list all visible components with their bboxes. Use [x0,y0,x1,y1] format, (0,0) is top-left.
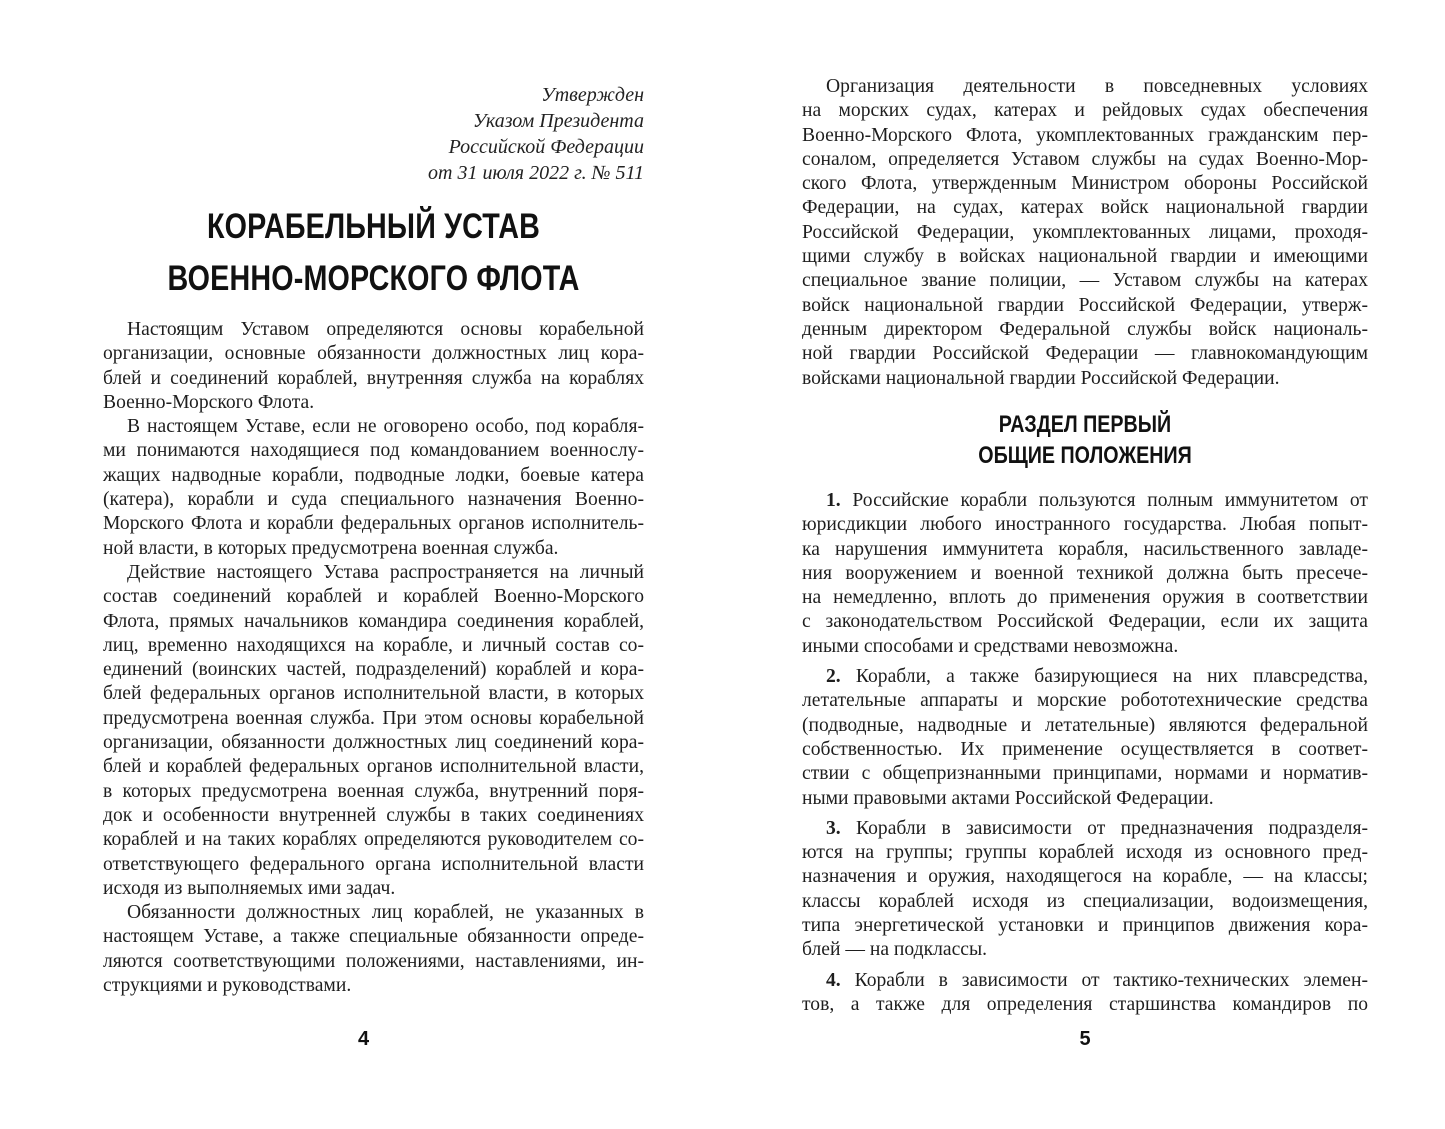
text-line: на морских судах, катерах и рейдовых судах обеспечения [802,100,1368,122]
text-line: ной власти, в которых предусмотрена военная служба. [103,537,559,559]
text-line: Действие настоящего Устава распространяется на личный [127,561,644,583]
text-line: специальное звание полиции, — Уставом службы на катерах [802,270,1368,292]
approval-line: Утвержден [541,84,644,106]
text-line: назначения и оружия, находящегося на корабле, — на классы; [802,866,1368,888]
article-3 [802,817,1368,963]
approval-stamp [428,82,644,186]
article-text: Корабли, а также базирующиеся на них плавсредства, [855,666,1368,688]
text-line: единений (воинских частей, подразделений) кораблей и кора- [103,659,644,681]
text-line: Организация деятельности в повседневных условиях [826,76,1368,97]
text-line: блей — на подклассы. [802,939,988,961]
article-number: 4. [826,969,841,991]
text-line: классы кораблей исходя из специализации, водоизмещения, [802,890,1368,912]
text-line: предусмотрена военная служба. При этом основы корабельной [103,707,644,729]
text-line: (подводные, надводные и летательные) являются федеральной [802,714,1368,736]
text-line: Российской Федерации, укомплектованных лицами, проходя- [802,221,1368,243]
paragraph [103,901,644,998]
text-line: на немедленно, вплоть до применения оружия в соответствии [802,587,1368,609]
text-line: блей и соединений кораблей, внутренняя служба на кораблях [103,367,644,389]
text-line: Морского Флота и корабли федеральных органов исполнитель- [103,513,644,535]
text-line: ствии с общепризнанными принципами, нормами и норматив- [802,763,1368,785]
text-line: тов, а также для определения старшинства командиров по [802,993,1368,1015]
document-title [152,201,596,305]
text-line: док и особенности внутренней службы в таких соединениях [103,804,644,826]
text-line: организации, обязанности должностных лиц соединений кора- [103,732,644,754]
text-line: организации, основные обязанности должностных лиц кора- [103,343,644,365]
text-line: лиц, временно находящихся на корабле, и личный состав со- [103,634,644,656]
text-line: юрисдикции любого иностранного государства. Любая попыт- [802,514,1368,536]
text-line: Обязанности должностных лиц кораблей, не указанных в [127,902,644,924]
right-page [802,0,1368,1129]
article-text: Корабли в зависимости от тактико-технических элемен- [854,969,1368,991]
text-line: жащих надводные корабли, подводные лодки, боевые катера [103,464,644,486]
section-title: ОБЩИЕ ПОЛОЖЕНИЯ [978,442,1192,469]
text-line: ского Флота, утвержденным Министром обороны Российской [802,173,1368,195]
text-line: в которых предусмотрена военная служба, внутренний поря- [103,780,644,802]
text-line: ются на группы; группы кораблей исходя из основного пред- [802,842,1368,864]
approval-line: Российской Федерации [448,136,644,158]
article-text: Корабли в зависимости от предназначения подразделя- [856,817,1368,839]
text-line: ными правовыми актами Российской Федерации. [802,787,1214,809]
text-line: собственностью. Их применение осуществляется в соответ- [802,738,1368,760]
text-line [802,665,1368,689]
intro-text [802,75,1368,391]
text-line: ответствующего федерального органа исполнительной власти [103,853,644,875]
text-line [802,489,1368,513]
article-4 [802,969,1368,1018]
paragraph [802,75,1368,391]
section-number: РАЗДЕЛ ПЕРВЫЙ [998,411,1172,438]
text-line [802,817,1368,841]
text-line: блей и кораблей федеральных органов исполнительной власти, [103,756,644,778]
text-line: струкциями и руководствами. [103,975,352,997]
text-line [802,969,1368,993]
article-2 [802,665,1368,811]
left-body-text [103,318,644,998]
text-line: типа энергетической установки и принципов движения кора- [802,915,1368,937]
paragraph [103,318,644,415]
title-line: ВОЕННО-МОРСКОГО ФЛОТА [167,259,580,298]
text-line: денным директором Федеральной службы войск националь- [802,318,1368,340]
text-line: исходя из выполняемых ими задач. [103,877,396,899]
page-number: 4 [357,1028,370,1050]
article-text: Российские корабли пользуются полным иммунитетом от [852,490,1368,511]
text-line: Настоящим Уставом определяются основы корабельной [127,319,644,340]
text-line: ной гвардии Российской Федерации — главнокомандующим [802,343,1368,365]
title-line: КОРАБЕЛЬНЫЙ УСТАВ [207,207,540,246]
text-line: настоящем Уставе, а также специальные обязанности опреде- [103,926,644,948]
text-line: Флота, прямых начальников командира соединения кораблей, [103,610,644,632]
left-page [103,0,644,1129]
page-number: 5 [1079,1028,1091,1050]
article-number: 2. [826,666,841,688]
text-line: с законодательством Российской Федерации, если их защита [802,611,1368,633]
approval-line: от 31 июля 2022 г. № 511 [428,162,644,184]
text-line: иными способами и средствами невозможна. [802,635,1179,657]
text-line: Военно-Морского Флота. [103,391,315,413]
articles [802,489,1368,1017]
approval-line: Указом Президента [472,110,644,132]
text-line: В настоящем Уставе, если не оговорено особо, под корабля- [127,416,644,438]
text-line: летательные аппараты и морские робототехнические средства [802,690,1368,712]
text-line: щими службу в войсках национальной гвардии и имеющими [802,246,1368,268]
article-1 [802,489,1368,659]
text-line: ния вооружением и военной техникой должна быть пресече- [802,562,1368,584]
text-line: ми понимаются находящиеся под командованием военнослу- [103,440,644,462]
text-line: ка нарушения иммунитета корабля, насильственного завладе- [802,538,1368,560]
article-number: 3. [826,817,841,839]
text-line: ляются соответствующими положениями, наставлениями, ин- [103,950,644,972]
text-line: войсками национальной гвардии Российской Федерации. [802,367,1280,389]
text-line: состав соединений кораблей и кораблей Военно-Морского [103,586,644,608]
text-line: Федерации, на судах, катерах войск национальной гвардии [802,197,1368,219]
text-line: кораблей и на таких кораблях определяются руководителем со- [103,829,644,851]
text-line: Военно-Морского Флота, укомплектованных гражданским пер- [802,124,1368,146]
article-number: 1. [826,490,841,511]
text-line: соналом, определяется Уставом службы на судах Военно-Мор- [802,148,1368,170]
text-line: блей федеральных органов исполнительной власти, в которых [103,683,644,705]
text-line: войск национальной гвардии Российской Федерации, утверж- [802,294,1368,316]
section-heading [853,409,1317,471]
paragraph [103,561,644,901]
paragraph [103,415,644,561]
text-line: (катера), корабли и суда специального назначения Военно- [103,489,644,511]
